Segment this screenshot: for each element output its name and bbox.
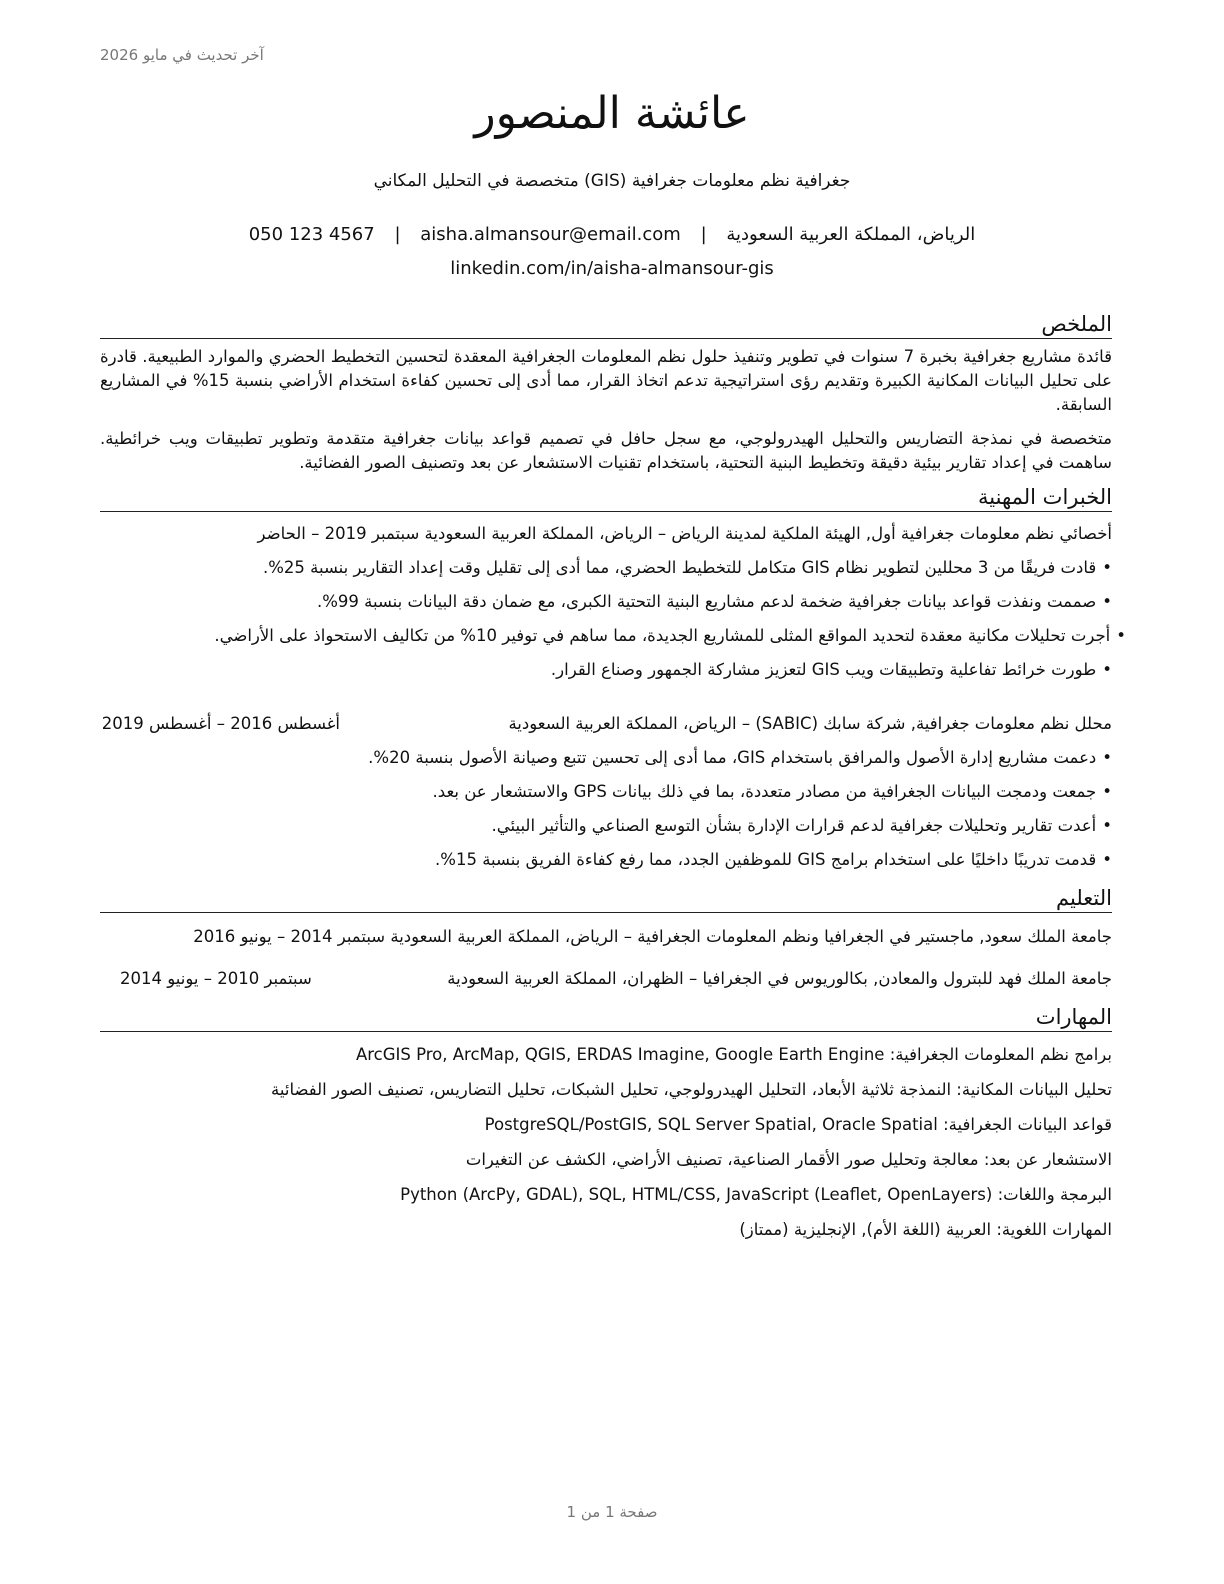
section-title-skills: المهارات: [100, 1005, 1112, 1032]
bullet-text: قدمت تدريبًا داخليًا على استخدام برامج GIS للموظفين الجدد، مما رفع كفاءة الفريق بنسبة 15%.: [435, 850, 1097, 869]
job-heading: محلل نظم معلومات جغرافية, شركة سابك (SABIC) – الرياض، المملكة العربية السعودية: [508, 714, 1112, 733]
bullet-text: دعمت مشاريع إدارة الأصول والمرافق باستخدام GIS، مما أدى إلى تحسين تتبع وصيانة الأصول بنسبة 20%.: [368, 748, 1097, 767]
section-title-experience: الخبرات المهنية: [100, 485, 1112, 512]
bullet-icon: •: [1102, 592, 1112, 611]
job-dates: أغسطس 2016 – أغسطس 2019: [101, 714, 340, 733]
job-heading-row: [100, 712, 1112, 736]
list-item: [100, 814, 1112, 838]
skill-line: الاستشعار عن بعد: معالجة وتحليل صور الأقمار الصناعية، تصنيف الأراضي، الكشف عن التغيرات: [465, 1150, 1112, 1169]
bullet-icon: •: [1102, 558, 1112, 577]
job-bullets: [100, 746, 1112, 872]
education-dates: سبتمبر 2010 – يونيو 2014: [120, 969, 312, 988]
bullet-icon: •: [1102, 748, 1112, 767]
job-entry: [100, 712, 1112, 872]
list-item: [100, 746, 1112, 770]
contact-line: [0, 224, 1224, 245]
section-title-education: التعليم: [100, 886, 1112, 913]
contact-phone: 050 123 4567: [248, 224, 375, 245]
job-heading: أخصائي نظم معلومات جغرافية أول, الهيئة الملكية لمدينة الرياض – الرياض، المملكة العربية السعودية سبتمبر 2019 – الحاضر: [257, 524, 1112, 543]
education-entry: جامعة الملك سعود, ماجستير في الجغرافيا ونظم المعلومات الجغرافية – الرياض، المملكة العربية السعودية سبتمبر 2014 – يونيو 2016: [193, 927, 1112, 946]
job-entry: [100, 522, 1126, 682]
bullet-icon: •: [1102, 782, 1112, 801]
contact-location: الرياض، المملكة العربية السعودية: [726, 224, 976, 245]
list-item: [100, 590, 1112, 614]
resume-content: [100, 312, 1126, 1242]
list-item: [100, 780, 1112, 804]
bullet-text: صممت ونفذت قواعد بيانات جغرافية ضخمة لدعم مشاريع البنية التحتية الكبرى، مع ضمان دقة البيانات بنسبة 99%.: [316, 592, 1097, 611]
skill-line: المهارات اللغوية: العربية (اللغة الأم), الإنجليزية (ممتاز): [739, 1220, 1112, 1239]
bullet-icon: •: [1102, 850, 1112, 869]
candidate-name: عائشة المنصور: [474, 88, 750, 139]
bullet-text: طورت خرائط تفاعلية وتطبيقات ويب GIS لتعزيز مشاركة الجمهور وصناع القرار.: [550, 660, 1097, 679]
bullet-icon: •: [1102, 660, 1112, 679]
skill-line: تحليل البيانات المكانية: النمذجة ثلاثية الأبعاد، التحليل الهيدرولوجي، تحليل الشبكات، تحليل التضاريس، تصنيف الصور الفضائية: [271, 1080, 1112, 1099]
job-bullets: [100, 556, 1126, 682]
bullet-icon: •: [1102, 816, 1112, 835]
skill-line: البرمجة واللغات: Python (ArcPy, GDAL), SQL, HTML/CSS, JavaScript (Leaflet, OpenLayers): [400, 1185, 1112, 1204]
summary-paragraph: متخصصة في نمذجة التضاريس والتحليل الهيدرولوجي، مع سجل حافل في تصميم قواعد بيانات جغرافية متقدمة وتطوير تطبيقات ويب خرائطية. ساهمت في إعداد تقارير بيئية دقيقة وتخطيط البنية التحتية، باستخدام تقنيات الاستشعار عن بعد وتصنيف الصور الفضائية.: [100, 429, 1112, 472]
bullet-text: جمعت ودمجت البيانات الجغرافية من مصادر متعددة، بما في ذلك بيانات GPS والاستشعار عن بعد.: [432, 782, 1097, 801]
skill-line: برامج نظم المعلومات الجغرافية: ArcGIS Pro, ArcMap, QGIS, ERDAS Imagine, Google Earth Engine: [355, 1045, 1112, 1064]
contact-email[interactable]: aisha.almansour@email.com: [420, 224, 681, 245]
contact-separator: |: [700, 224, 707, 245]
bullet-icon: •: [1116, 626, 1126, 645]
bullet-text: قادت فريقًا من 3 محللين لتطوير نظام GIS متكامل للتخطيط الحضري، مما أدى إلى تقليل وقت إعداد التقارير بنسبة 25%.: [262, 558, 1097, 577]
list-item: [100, 556, 1112, 580]
contact-separator: |: [394, 224, 401, 245]
list-item: [100, 658, 1112, 682]
section-title-summary: الملخص: [100, 312, 1112, 339]
bullet-text: أعدت تقارير وتحليلات جغرافية لدعم قرارات الإدارة بشأن التوسع الصناعي والتأثير البيئي.: [491, 816, 1097, 835]
contact-linkedin[interactable]: linkedin.com/in/aisha-almansour-gis: [450, 258, 774, 279]
list-item: [100, 624, 1126, 648]
education-heading: جامعة الملك فهد للبترول والمعادن, بكالوريوس في الجغرافيا – الظهران، المملكة العربية السعودية: [447, 969, 1112, 988]
page-number: صفحة 1 من 1: [566, 1503, 658, 1521]
summary-paragraph: قائدة مشاريع جغرافية بخبرة 7 سنوات في تطوير وتنفيذ حلول نظم المعلومات الجغرافية المعقدة لتحسين التخطيط الحضري والموارد الطبيعية. قادرة على تحليل البيانات المكانية الكبيرة وتقديم رؤى استراتيجية تدعم اتخاذ القرار، مما أدى إلى تحسين كفاءة استخدام الأراضي بنسبة 15% في المشاريع السابقة.: [100, 347, 1112, 414]
skill-line: قواعد البيانات الجغرافية: PostgreSQL/PostGIS, SQL Server Spatial, Oracle Spatial: [484, 1115, 1112, 1134]
education-entry: [100, 967, 1112, 991]
candidate-subtitle: جغرافية نظم معلومات جغرافية (GIS) متخصصة في التحليل المكاني: [373, 171, 851, 191]
last-updated-note: آخر تحديث في مايو 2026: [100, 46, 264, 64]
list-item: [100, 848, 1112, 872]
bullet-text: أجرت تحليلات مكانية معقدة لتحديد المواقع المثلى للمشاريع الجديدة، مما ساهم في توفير 10% من تكاليف الاستحواذ على الأراضي.: [214, 626, 1111, 645]
